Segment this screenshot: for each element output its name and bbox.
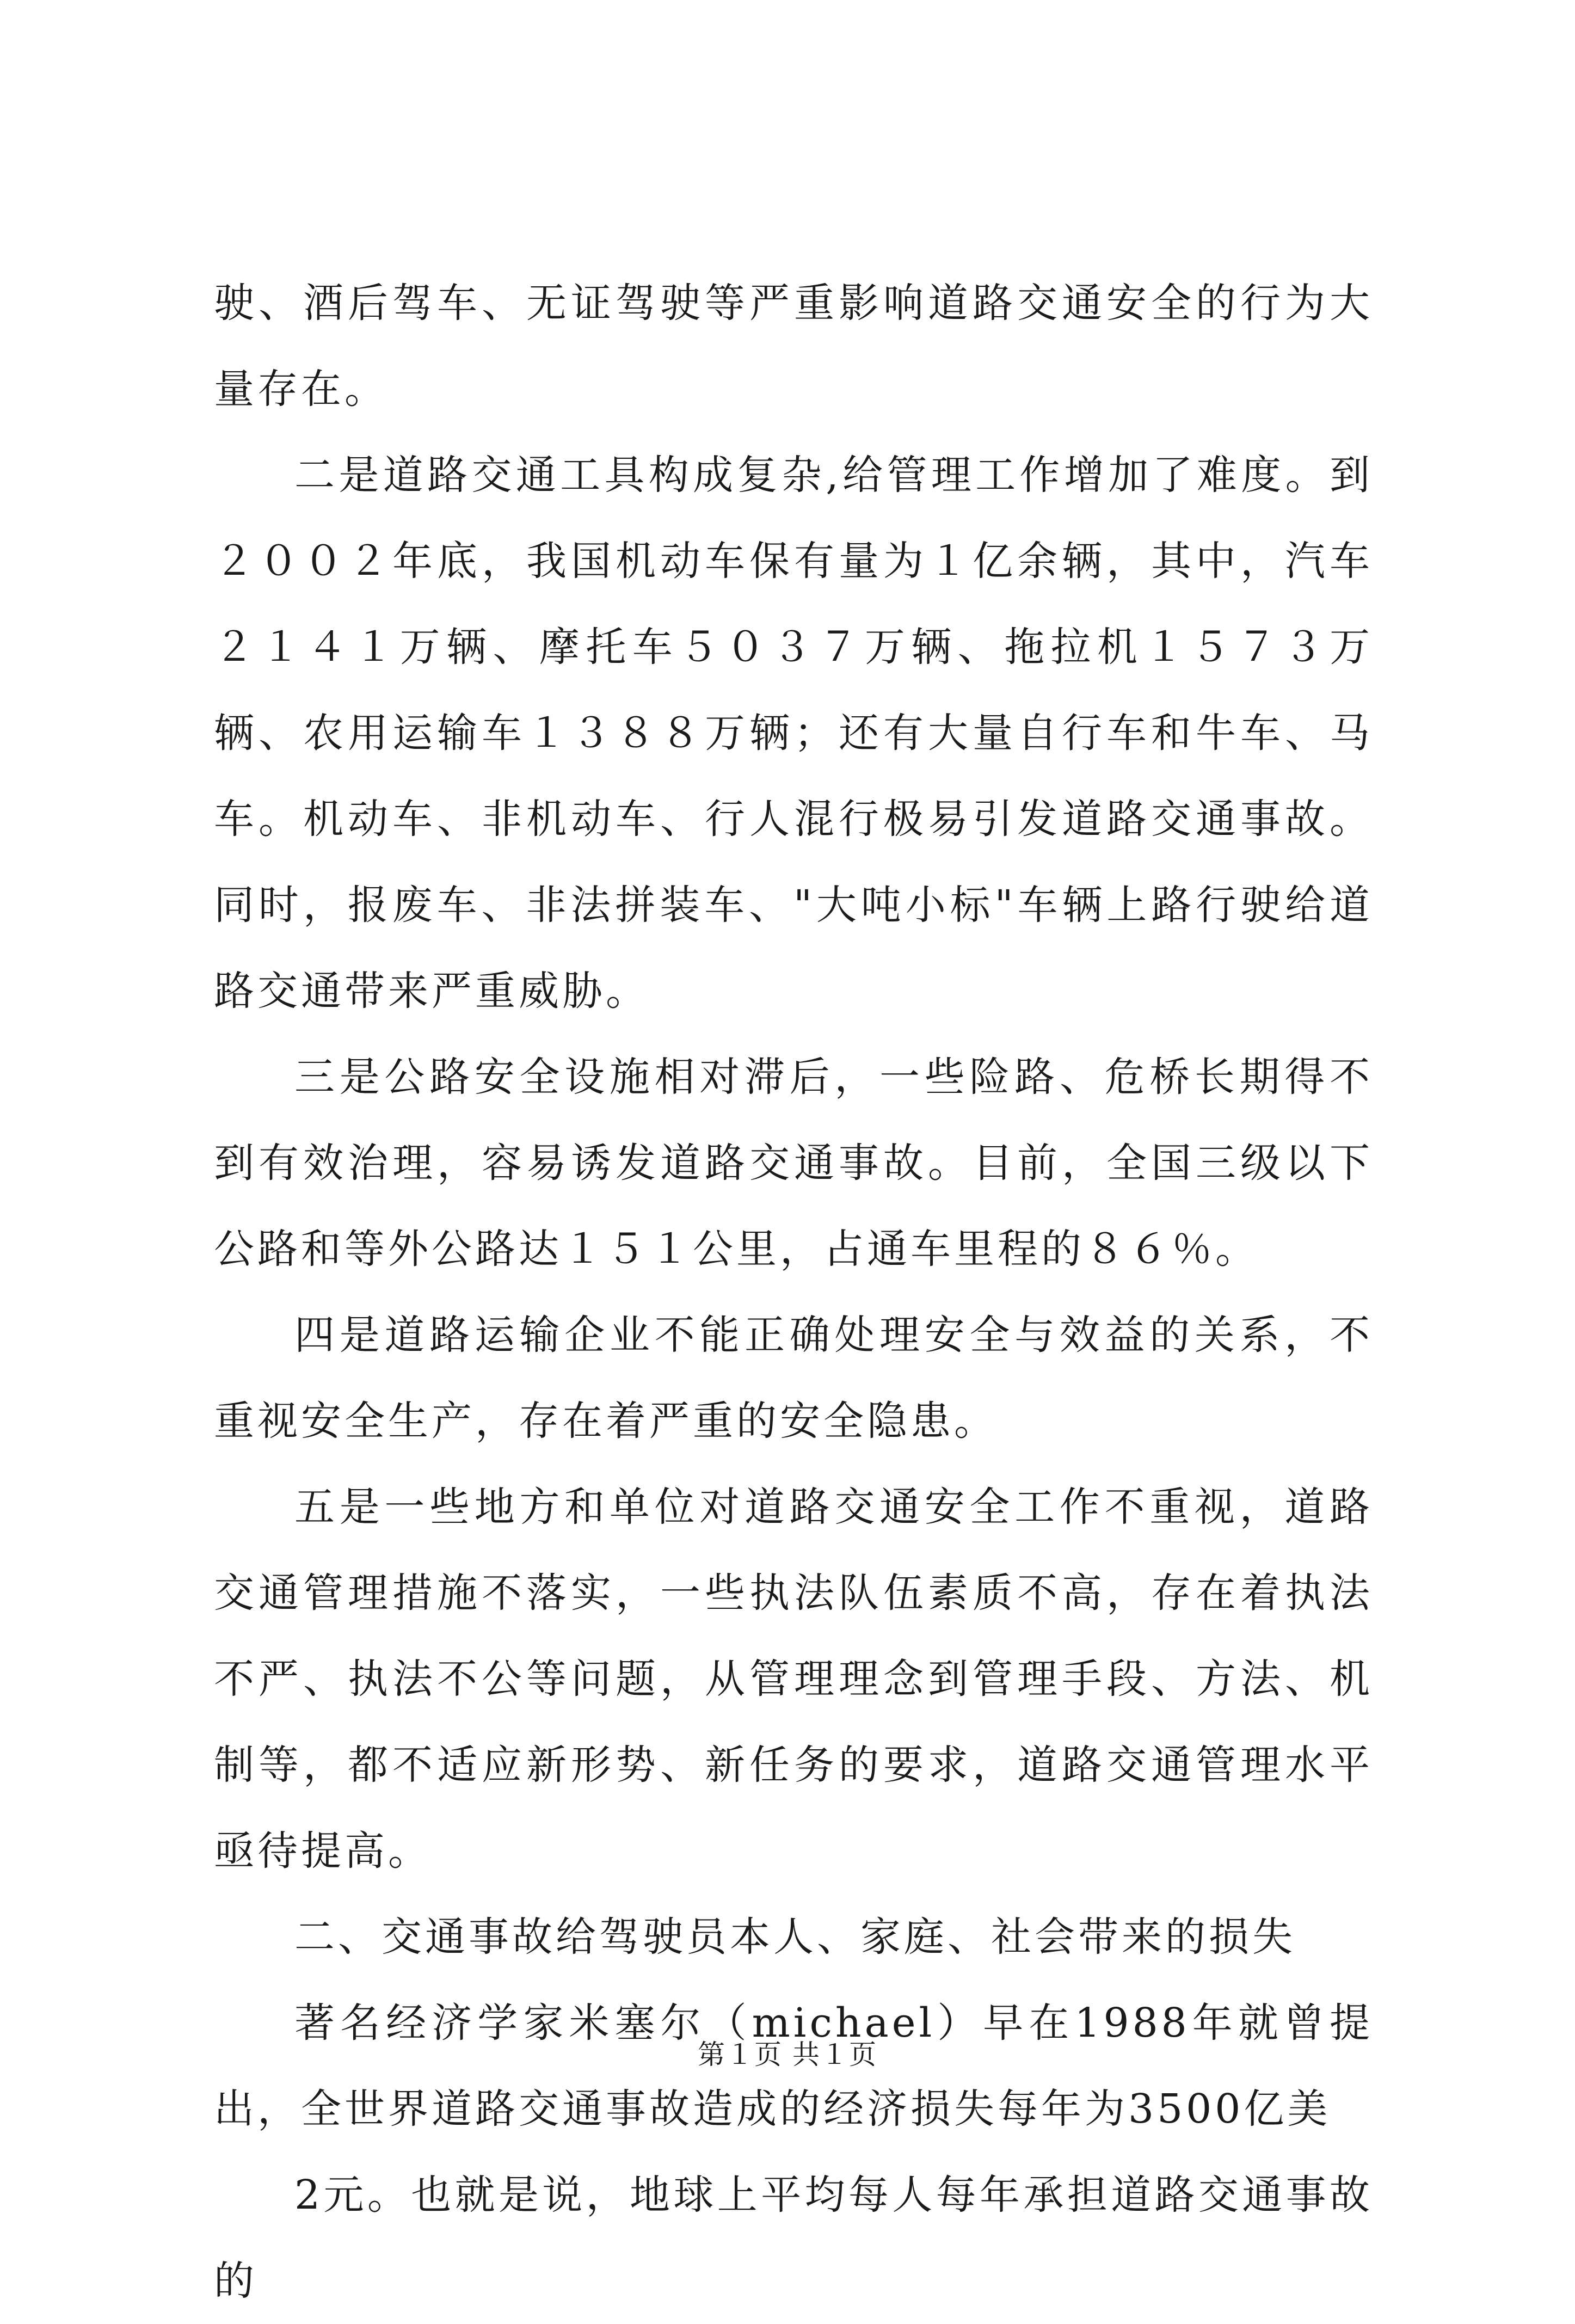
paragraph-2: 二是道路交通工具构成复杂,给管理工作增加了难度。到２００２年底，我国机动车保有量为１亿余辆，其中，汽车２１４１万辆、摩托车５０３７万辆、拖拉机１５７３万辆、农用运输车１３８８万辆；还有大量自行车和牛车、马车。机动车、非机动车、行人混行极易引发道路交通事故。同时，报废车、非法拼装车、"大吨小标"车辆上路行驶给道路交通带来严重威胁。 [214,452,1373,1015]
paragraph-5: 五是一些地方和单位对道路交通安全工作不重视，道路交通管理措施不落实，一些执法队伍素质不高，存在着执法不严、执法不公等问题，从管理理念到管理手段、方法、机制等，都不适应新形势、新任务的要求，道路交通管理水平亟待提高。 [214,1484,1373,1874]
paragraph-3: 三是公路安全设施相对滞后，一些险路、危桥长期得不到有效治理，容易诱发道路交通事故。目前，全国三级以下公路和等外公路达１５１公里，占通车里程的８６％。 [214,1054,1373,1272]
paragraph-6: 著名经济学家米塞尔（michael）早在1988年就曾提出，全世界道路交通事故造成的经济损失每年为3500亿美 [214,2000,1373,2132]
page-footer: 第１页 共１页 [698,2039,877,2070]
paragraph-1: 驶、酒后驾车、无证驾驶等严重影响道路交通安全的行为大量存在。 [214,280,1373,413]
section-heading: 二、交通事故给驾驶员本人、家庭、社会带来的损失 [294,1914,1296,1960]
paragraph-7: 2元。也就是说，地球上平均每人每年承担道路交通事故的 [214,2172,1373,2304]
document-body [214,260,1373,2324]
paragraph-4: 四是道路运输企业不能正确处理安全与效益的关系，不重视安全生产，存在着严重的安全隐患。 [214,1312,1373,1444]
